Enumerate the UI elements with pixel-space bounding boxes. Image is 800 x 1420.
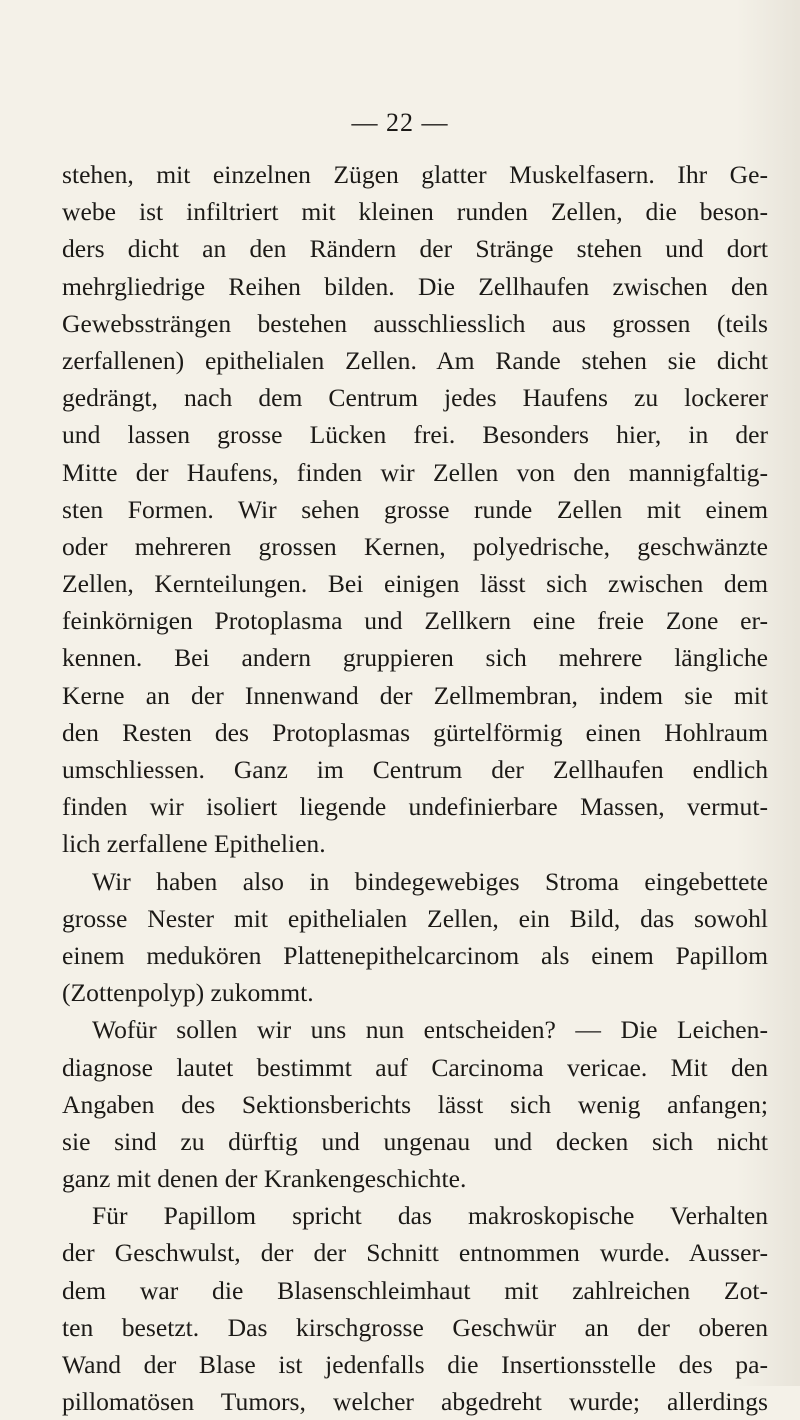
text-line: Wir haben also in bindegewebiges Stroma eingebettete: [92, 866, 768, 896]
text-line: grosse Nester mit epithelialen Zellen, ein Bild, das sowohl: [62, 903, 768, 933]
text-line: lich zerfallene Epithelien.: [62, 829, 326, 859]
text-line: ganz mit denen der Krankengeschichte.: [62, 1164, 467, 1194]
text-line: der Geschwulst, der der Schnitt entnommen wurde. Ausser-: [62, 1238, 768, 1268]
text-line: Zellen, Kernteilungen. Bei einigen lässt sich zwischen dem: [62, 569, 768, 599]
text-line: kennen. Bei andern gruppieren sich mehrere längliche: [62, 643, 768, 673]
text-line: webe ist infiltriert mit kleinen runden Zellen, die beson-: [62, 197, 768, 227]
page-number: — 22 —: [351, 108, 449, 137]
text-line: Gewebssträngen bestehen ausschliesslich aus grossen (teils: [62, 308, 768, 338]
text-line: und lassen grosse Lücken frei. Besonders hier, in der: [62, 420, 768, 450]
text-line: Wofür sollen wir uns nun entscheiden? — Die Leichen-: [92, 1015, 768, 1045]
text-line: finden wir isoliert liegende undefinierbare Massen, vermut-: [62, 792, 768, 822]
text-line: dem war die Blasenschleimhaut mit zahlreichen Zot-: [62, 1275, 768, 1305]
text-line: (Zottenpolyp) zukommt.: [62, 978, 314, 1008]
text-line: feinkörnigen Protoplasma und Zellkern eine freie Zone er-: [62, 606, 768, 636]
body-text: [62, 156, 768, 1420]
text-line: sten Formen. Wir sehen grosse runde Zellen mit einem: [62, 494, 768, 524]
text-line: ders dicht an den Rändern der Stränge stehen und dort: [62, 234, 768, 264]
text-line: Kerne an der Innenwand der Zellmembran, indem sie mit: [62, 680, 768, 710]
text-line: Wand der Blase ist jedenfalls die Insertionsstelle des pa-: [62, 1350, 768, 1379]
text-line: sie sind zu dürftig und ungenau und decken sich nicht: [62, 1126, 768, 1156]
text-line: Angaben des Sektionsberichts lässt sich wenig anfangen;: [62, 1089, 768, 1119]
text-line: Mitte der Haufens, finden wir Zellen von den mannigfaltig-: [62, 457, 768, 487]
text-line: Für Papillom spricht das makroskopische Verhalten: [92, 1201, 768, 1231]
text-line: oder mehreren grossen Kernen, polyedrische, geschwänzte: [62, 531, 768, 561]
text-line: ten besetzt. Das kirschgrosse Geschwür an der oberen: [62, 1312, 768, 1342]
text-line: stehen, mit einzelnen Zügen glatter Muskelfasern. Ihr Ge-: [62, 160, 768, 189]
text-line: gedrängt, nach dem Centrum jedes Haufens zu lockerer: [62, 383, 768, 413]
text-line: einem medukören Plattenepithelcarcinom als einem Papillom: [62, 940, 768, 970]
text-line: mehrgliedrige Reihen bilden. Die Zellhaufen zwischen den: [62, 271, 768, 301]
text-line: umschliessen. Ganz im Centrum der Zellhaufen endlich: [62, 755, 768, 784]
text-line: pillomatösen Tumors, welcher abgedreht wurde; allerdings: [62, 1387, 768, 1417]
text-line: diagnose lautet bestimmt auf Carcinoma vericae. Mit den: [62, 1052, 768, 1082]
text-line: zerfallenen) epithelialen Zellen. Am Rande stehen sie dicht: [62, 345, 768, 375]
text-line: den Resten des Protoplasmas gürtelförmig einen Hohlraum: [62, 717, 768, 747]
